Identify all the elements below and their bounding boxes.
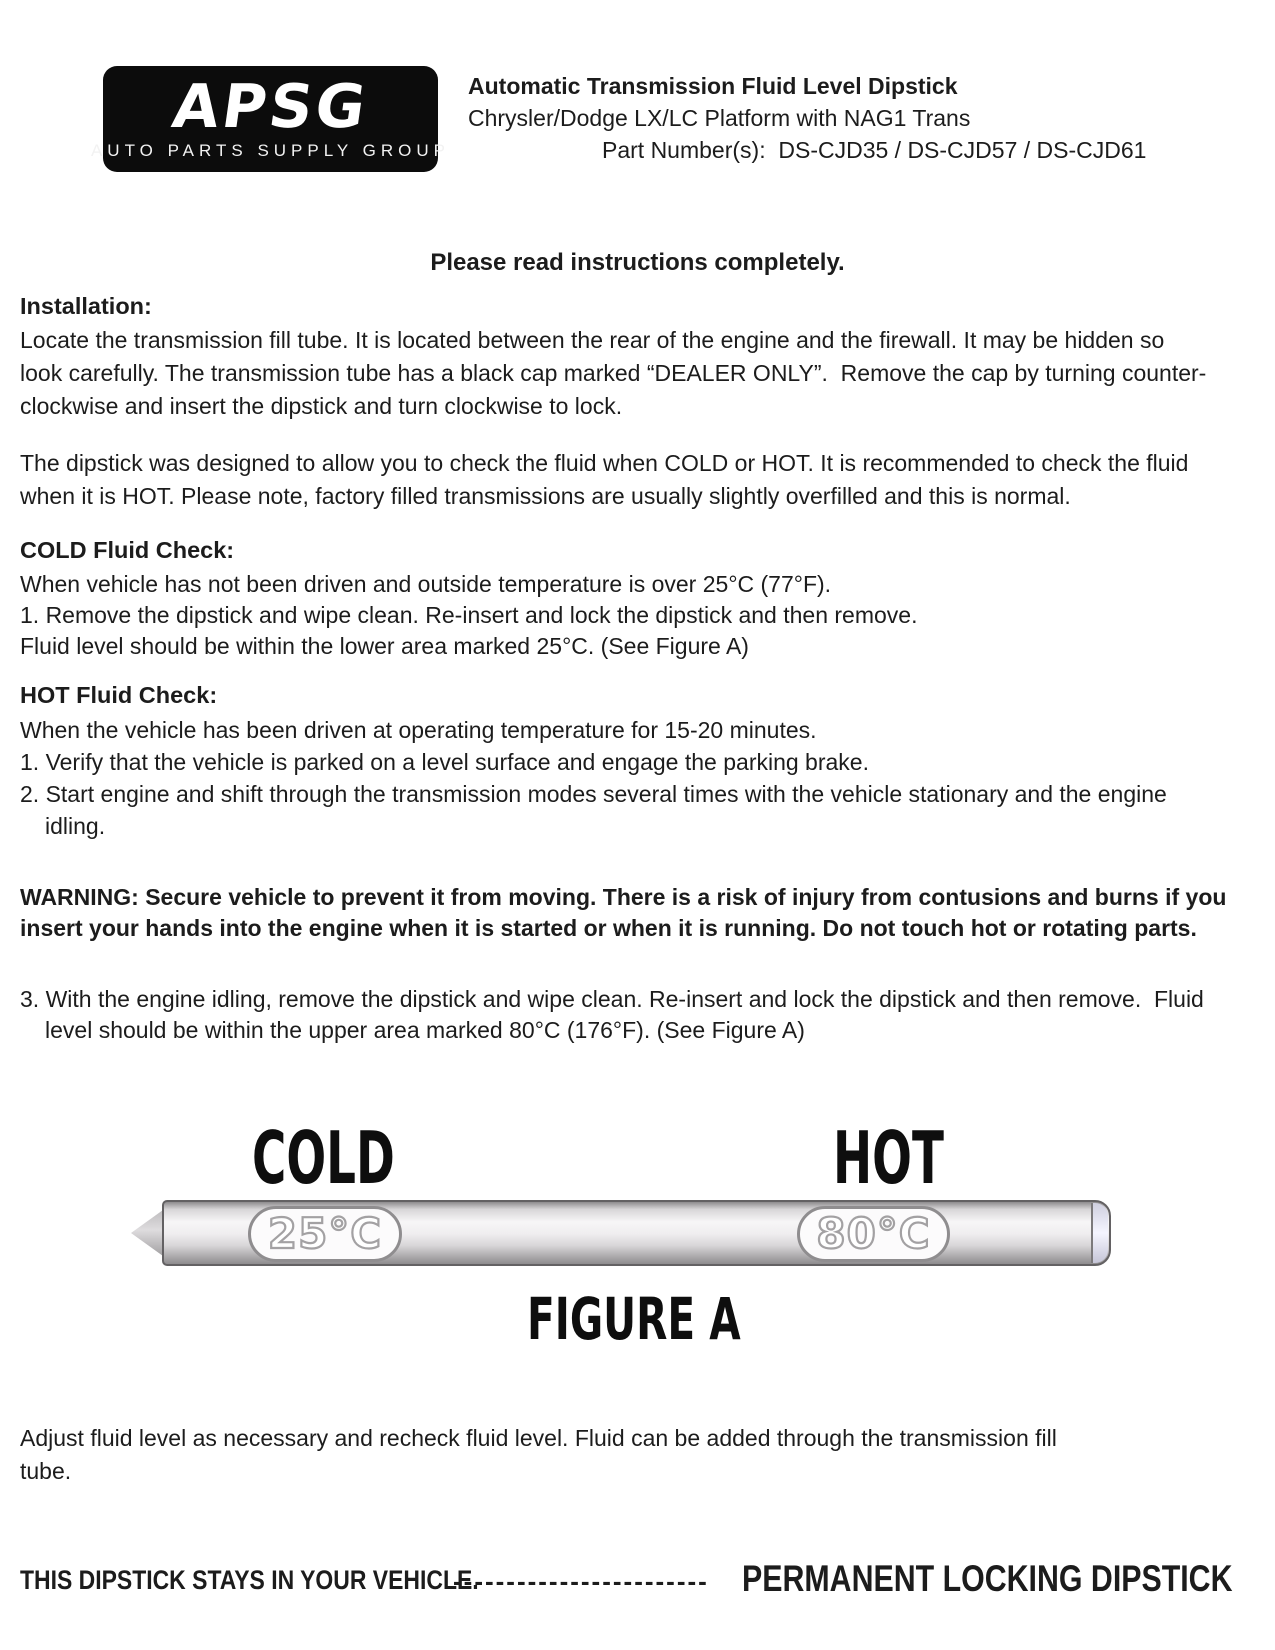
installation-paragraph: [20, 324, 1206, 423]
paragraph-line: When the vehicle has been driven at operating temperature for 15-20 minutes.: [20, 717, 817, 743]
installation-heading: Installation:: [20, 293, 152, 319]
warning-line: insert your hands into the engine when it is started or when it is running. Do not touch hot or rotating parts.: [20, 915, 1197, 941]
document-header: [468, 70, 1146, 166]
adjust-paragraph: [20, 1422, 1057, 1488]
document-subtitle: Chrysler/Dodge LX/LC Platform with NAG1 Trans: [468, 105, 971, 131]
paragraph-line: level should be within the upper area marked 80°C (176°F). (See Figure A): [45, 1017, 805, 1043]
footer-slogan: PERMANENT LOCKING DIPSTICK: [742, 1558, 1233, 1599]
hot-temperature-marker: [797, 1206, 950, 1262]
footer-note: THIS DIPSTICK STAYS IN YOUR VEHICLE.: [20, 1565, 479, 1595]
cold-check-paragraph: [20, 569, 917, 662]
paragraph-line: Adjust fluid level as necessary and recheck fluid level. Fluid can be added through the transmission fill: [20, 1425, 1057, 1451]
figure-hot-label: HOT: [833, 1116, 944, 1200]
paragraph-line: Locate the transmission fill tube. It is located between the rear of the engine and the firewall. It may be hidden so: [20, 327, 1165, 353]
document-title: Automatic Transmission Fluid Level Dipstick: [468, 73, 958, 99]
paragraph-line: 1. Remove the dipstick and wipe clean. Re-insert and lock the dipstick and then remove.: [20, 602, 918, 628]
paragraph-line: The dipstick was designed to allow you to check the fluid when COLD or HOT. It is recommended to check the fluid: [20, 450, 1189, 476]
paragraph-line: Fluid level should be within the lower area marked 25°C. (See Figure A): [20, 633, 749, 659]
footer-dashes: ------------------------: [453, 1566, 709, 1596]
apsg-logo: [90, 66, 451, 172]
read-instructions-notice: Please read instructions completely.: [430, 249, 845, 276]
warning-line: WARNING: Secure vehicle to prevent it from moving. There is a risk of injury from contusions and burns if you: [20, 884, 1227, 910]
paragraph-line: clockwise and insert the dipstick and turn clockwise to lock.: [20, 393, 623, 419]
hot-temperature-value: 80°C: [816, 1209, 931, 1258]
figure-caption: FIGURE A: [527, 1285, 741, 1353]
paragraph-line: when it is HOT. Please note, factory filled transmissions are usually slightly overfilled and this is normal.: [20, 483, 1071, 509]
hot-check-heading: HOT Fluid Check:: [20, 682, 218, 708]
paragraph-line: When vehicle has not been driven and outside temperature is over 25°C (77°F).: [20, 571, 832, 597]
logo-tagline: AUTO PARTS SUPPLY GROUP: [90, 140, 451, 160]
paragraph-line: look carefully. The transmission tube has a black cap marked “DEALER ONLY”. Remove the cap by turning counter-: [20, 360, 1207, 386]
paragraph-line: 1. Verify that the vehicle is parked on a level surface and engage the parking brake.: [20, 749, 869, 775]
cold-temperature-marker: [248, 1206, 402, 1262]
logo-acronym: APSG: [168, 71, 373, 142]
cold-temperature-value: 25°C: [267, 1209, 383, 1258]
figure-cold-label: COLD: [252, 1116, 395, 1200]
cold-check-heading: COLD Fluid Check:: [20, 537, 235, 563]
step3-paragraph: [20, 984, 1204, 1046]
part-numbers: Part Number(s): DS-CJD35 / DS-CJD57 / DS-CJD61: [602, 137, 1147, 163]
hot-check-paragraph: [20, 714, 1167, 842]
design-note-paragraph: [20, 447, 1188, 513]
paragraph-line: 2. Start engine and shift through the transmission modes several times with the vehicle stationary and the engine: [20, 781, 1167, 807]
paragraph-line: tube.: [20, 1458, 72, 1484]
paragraph-line: idling.: [45, 813, 106, 839]
paragraph-line: 3. With the engine idling, remove the dipstick and wipe clean. Re-insert and lock the dipstick and then remove. Fluid: [20, 986, 1204, 1012]
dipstick-end-cap: [1091, 1203, 1108, 1263]
warning-paragraph: [20, 882, 1226, 944]
